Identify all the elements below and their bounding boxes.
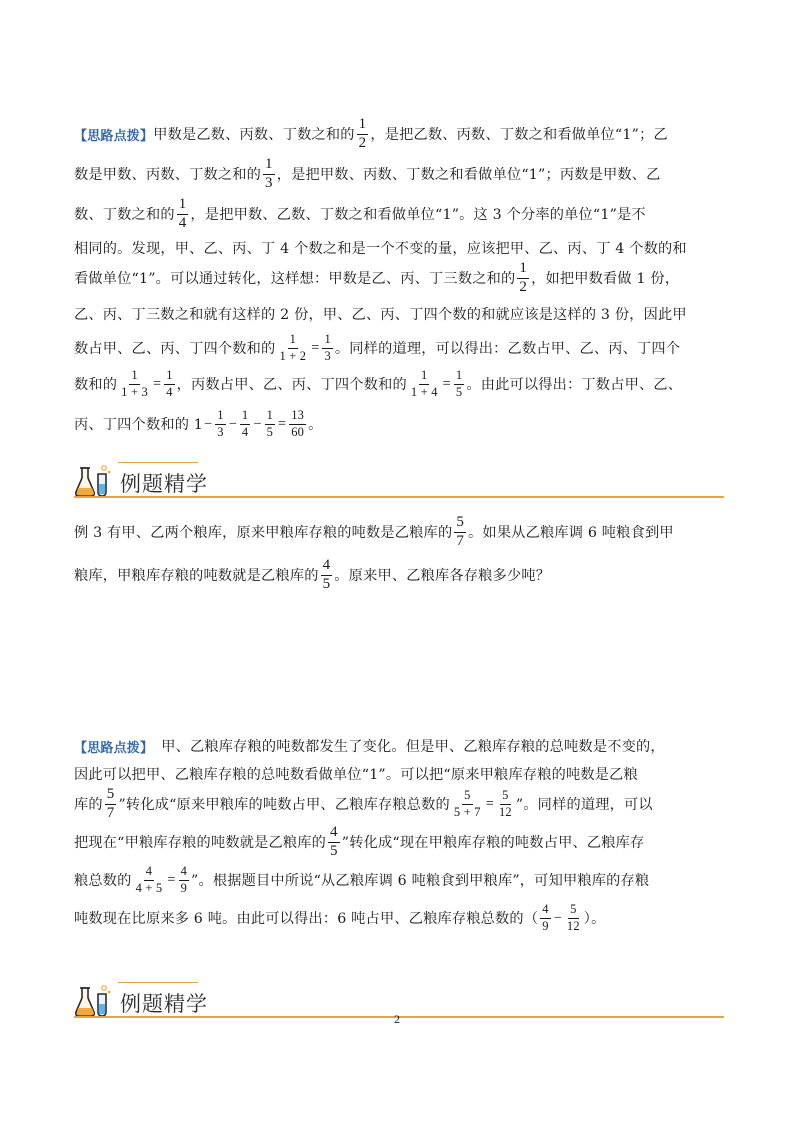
fraction: $\frac{4}{9}$ xyxy=(180,864,188,895)
example3-line-1: 例 3 有甲、乙两个粮库，原来甲粮库存粮的吨数是乙粮库的 $\frac{5}{7}$ 。如果从乙粮库调 6 吨粮食到甲 xyxy=(74,513,674,549)
p1-line-8: 数和的 $\frac{1}{1 + 3}$ = $\frac{1}{4}$ ，丙数占甲、乙、丙、丁四个数和的 $\frac{1}{1 + 4}$ = $\frac{1}{5}$ 。由此可以得出：丁数占甲、乙、 xyxy=(74,368,683,399)
fraction: $\frac{4}{9}$ xyxy=(542,902,549,933)
divider xyxy=(74,496,724,498)
decorative-line xyxy=(118,982,198,983)
fraction: $\frac{1}{3}$ xyxy=(217,408,224,439)
fraction: $\frac{5}{12}$ xyxy=(498,788,512,819)
decorative-line xyxy=(118,462,198,463)
p2-line-3: 库的 $\frac{5}{7}$ ”转化成“原来甲粮库的吨数占甲、乙粮库存粮总数的 $\frac{5}{5 + 7}$ = $\frac{5}{12}$ ”。同样的道理，可以 xyxy=(74,785,653,821)
p1-line-6: 乙、丙、丁三数之和就有这样的 2 份，甲、乙、丙、丁四个数的和就应该是这样的 3 份，因此甲 xyxy=(74,307,687,323)
fraction: $\frac{4}{4 + 5}$ xyxy=(135,864,163,895)
fraction: $\frac{1}{1 + 3}$ xyxy=(121,368,148,399)
section-title: 例题精学 xyxy=(120,472,208,496)
page-number: 2 xyxy=(394,1012,400,1026)
p1-line-1: 【思路点拨】 甲数是乙数、丙数、丁数之和的 $\frac{1}{2}$ ，是把乙数、丙数、丁数之和看做单位“1”；乙 xyxy=(74,115,668,151)
p2-line-4: 把现在“甲粮库存粮的吨数就是乙粮库的 $\frac{4}{5}$ ”转化成“现在甲粮库存粮的吨数占甲、乙粮库存 xyxy=(74,823,645,859)
p2-line-5: 粮总数的 $\frac{4}{4 + 5}$ = $\frac{4}{9}$ ”。根据题目中所说“从乙粮库调 6 吨粮食到甲粮库”，可知甲粮库的存粮 xyxy=(74,864,650,895)
fraction: $\frac{1}{2}$ xyxy=(519,259,528,295)
p1-line-9: 丙、丁四个数和的 1 − $\frac{1}{3}$ − $\frac{1}{4}$ − $\frac{1}{5}$ = $\frac{13}{60}$ 。 xyxy=(74,408,323,439)
fraction: $\frac{1}{5}$ xyxy=(455,368,463,399)
fraction: $\frac{5}{5 + 7}$ xyxy=(453,788,481,819)
fraction: $\frac{1}{1 + 4}$ xyxy=(410,368,438,399)
fraction: $\frac{1}{1 + 2}$ xyxy=(279,332,307,363)
fraction: $\frac{1}{4}$ xyxy=(166,368,173,399)
example3-line-2: 粮库，甲粮库存粮的吨数就是乙粮库的 $\frac{4}{5}$ 。原来甲、乙粮库各存粮多少吨？ xyxy=(74,556,551,592)
p2-line-6: 吨数现在比原来多 6 吨。由此可以得出：6 吨占甲、乙粮库存粮总数的（ $\frac{4}{9}$ − $\frac{5}{12}$ ）。 xyxy=(74,902,606,933)
flask-icon xyxy=(74,464,114,498)
fraction: $\frac{1}{2}$ xyxy=(358,115,367,151)
p2-line-1: 【思路点拨】 甲、乙粮库存粮的吨数都发生了变化。但是甲、乙粮库存粮的总吨数是不变的， xyxy=(74,726,724,766)
fraction: $\frac{13}{60}$ xyxy=(291,408,305,439)
p1-line-3: 数、丁数之和的 $\frac{1}{4}$ ，是把甲数、乙数、丁数之和看做单位“1”。这 3 个分率的单位“1”是不 xyxy=(74,195,646,231)
section-header-examples xyxy=(74,460,724,500)
fraction: $\frac{1}{5}$ xyxy=(266,408,274,439)
p1-line-2: 数是甲数、丙数、丁数之和的 $\frac{1}{3}$ ，是把甲数、丙数、丁数之和看做单位“1”；丙数是甲数、乙 xyxy=(74,155,661,191)
hint-label: 【思路点拨】 xyxy=(74,128,154,144)
fraction: $\frac{1}{4}$ xyxy=(178,195,187,231)
fraction: $\frac{1}{3}$ xyxy=(324,332,331,363)
p1-line-4: 相同的。发现，甲、乙、丙、丁 4 个数之和是一个不变的量，应该把甲、乙、丙、丁 4 个数的和 xyxy=(74,241,687,257)
fraction: $\frac{5}{7}$ xyxy=(456,513,465,549)
hint-label: 【思路点拨】 xyxy=(74,740,154,756)
fraction: $\frac{1}{3}$ xyxy=(265,155,273,191)
p2-line-2: 因此可以把甲、乙粮库存粮的总吨数看做单位“1”。可以把“原来甲粮库存粮的吨数是乙粮 xyxy=(74,767,638,783)
fraction: $\frac{1}{4}$ xyxy=(241,408,249,439)
fraction: $\frac{5}{7}$ xyxy=(106,785,115,821)
fraction: $\frac{4}{5}$ xyxy=(330,823,338,859)
p1-line-7: 数占甲、乙、丙、丁四个数和的 $\frac{1}{1 + 2}$ = $\frac{1}{3}$ 。同样的道理，可以得出：乙数占甲、乙、丙、丁四个 xyxy=(74,332,681,363)
fraction: $\frac{4}{5}$ xyxy=(322,556,331,592)
section-title: 例题精学 xyxy=(120,992,208,1016)
fraction: $\frac{5}{12}$ xyxy=(566,902,580,933)
p1-line-5: 看做单位“1”。可以通过转化，这样想：甲数是乙、丙、丁三数之和的 $\frac{1}{2}$ ，如把甲数看做 1 份， xyxy=(74,259,680,295)
